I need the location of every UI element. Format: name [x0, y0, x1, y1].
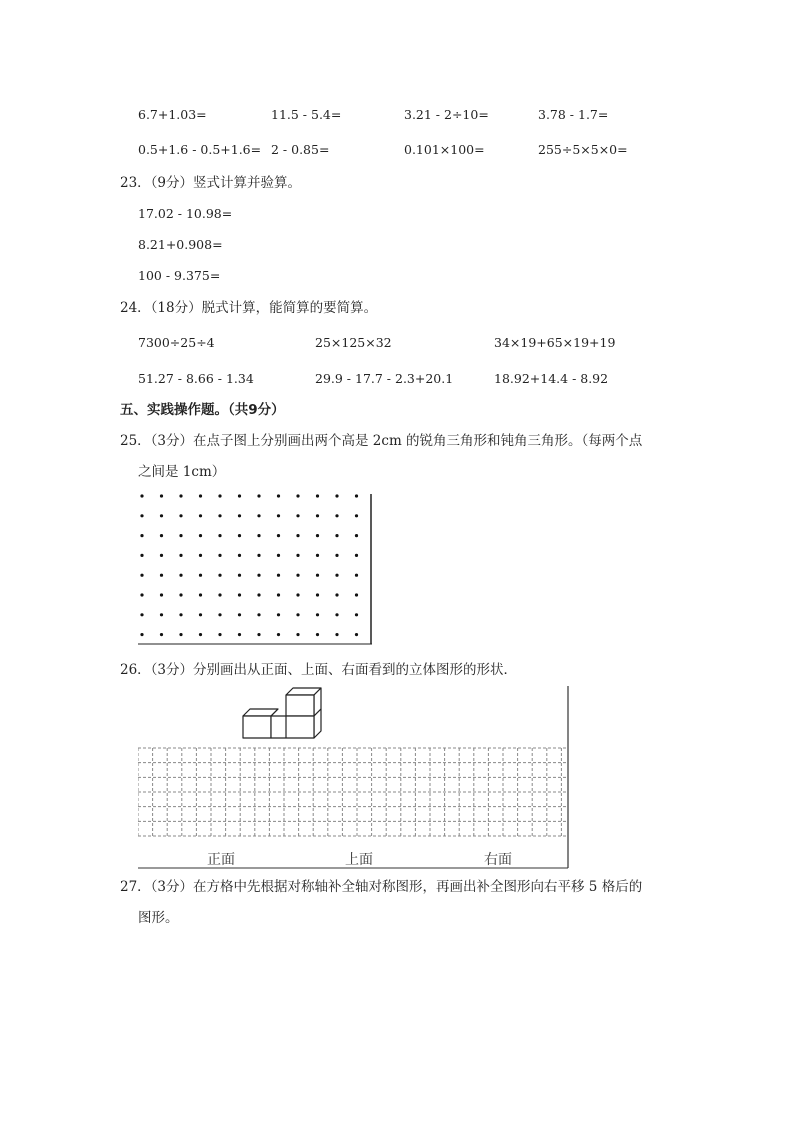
- grid-dot: [140, 574, 143, 577]
- grid-dot: [355, 534, 358, 537]
- grid-dot: [140, 554, 143, 557]
- q24-a-1: 7300÷25÷4: [138, 335, 215, 350]
- grid-dot: [335, 554, 338, 557]
- grid-dot: [277, 514, 280, 517]
- grid-dot: [238, 514, 241, 517]
- grid-dot: [140, 633, 143, 636]
- q23-item-2: 8.21+0.908=: [138, 237, 223, 252]
- grid-dot: [218, 534, 221, 537]
- grid-dot: [257, 554, 260, 557]
- grid-dot: [335, 633, 338, 636]
- grid-dot: [179, 534, 182, 537]
- label-front-view: 正面: [207, 852, 235, 868]
- grid-dot: [296, 593, 299, 596]
- calc-2-3: 0.101×100=: [404, 142, 485, 157]
- grid-dot: [355, 514, 358, 517]
- grid-dot: [160, 514, 163, 517]
- grid-dot: [218, 613, 221, 616]
- grid-dot: [199, 534, 202, 537]
- grid-dot: [277, 613, 280, 616]
- grid-dot: [277, 593, 280, 596]
- calc-2-4: 255÷5×5×0=: [538, 142, 628, 157]
- grid-dot: [140, 613, 143, 616]
- calc-1-1: 6.7+1.03=: [138, 107, 207, 122]
- grid-dot: [316, 593, 319, 596]
- grid-dot: [199, 514, 202, 517]
- grid-dot: [218, 633, 221, 636]
- label-top-view: 上面: [345, 852, 373, 868]
- grid-dot: [316, 613, 319, 616]
- grid-dot: [257, 593, 260, 596]
- grid-dot: [179, 593, 182, 596]
- grid-dot: [238, 534, 241, 537]
- section-5-heading: 五、实践操作题。（共9分）: [120, 402, 285, 418]
- grid-dot: [218, 574, 221, 577]
- grid-dot: [257, 494, 260, 497]
- grid-dot: [160, 633, 163, 636]
- grid-dot: [179, 514, 182, 517]
- grid-dot: [355, 593, 358, 596]
- grid-dot: [218, 554, 221, 557]
- grid-dot: [179, 494, 182, 497]
- grid-dot: [257, 613, 260, 616]
- q24-b-3: 18.92+14.4 - 8.92: [494, 371, 609, 386]
- grid-dot: [140, 593, 143, 596]
- grid-dot: [316, 534, 319, 537]
- grid-dot: [160, 593, 163, 596]
- grid-dot: [296, 633, 299, 636]
- grid-dot: [335, 613, 338, 616]
- grid-dot: [199, 554, 202, 557]
- label-right-view: 右面: [484, 852, 512, 868]
- calc-1-3: 3.21 - 2÷10=: [404, 107, 489, 122]
- grid-dot: [277, 534, 280, 537]
- grid-dot: [335, 534, 338, 537]
- grid-dot: [160, 554, 163, 557]
- grid-dot: [238, 554, 241, 557]
- q24-b-2: 29.9 - 17.7 - 2.3+20.1: [315, 371, 454, 386]
- grid-dot: [218, 494, 221, 497]
- q25-text-line2: 之间是 1cm）: [138, 464, 226, 480]
- grid-dot: [335, 514, 338, 517]
- grid-dot: [160, 574, 163, 577]
- grid-dot: [257, 514, 260, 517]
- q25-text-line1: 25．（3分）在点子图上分别画出两个高是 2cm 的锐角三角形和钝角三角形。（每两个点: [120, 433, 643, 449]
- grid-dot: [238, 494, 241, 497]
- grid-dot: [160, 534, 163, 537]
- grid-dot: [316, 514, 319, 517]
- cube-solid-figure: [243, 688, 321, 738]
- grid-dot: [316, 574, 319, 577]
- grid-dot: [316, 554, 319, 557]
- grid-dot: [296, 514, 299, 517]
- grid-dot: [257, 534, 260, 537]
- grid-dot: [199, 633, 202, 636]
- dot-grid[interactable]: [138, 490, 378, 650]
- grid-dot: [296, 554, 299, 557]
- grid-dot: [199, 494, 202, 497]
- grid-dot: [179, 613, 182, 616]
- grid-dot: [257, 574, 260, 577]
- q23-item-3: 100 - 9.375=: [138, 268, 221, 283]
- grid-dot: [355, 494, 358, 497]
- grid-dot: [218, 514, 221, 517]
- calc-1-4: 3.78 - 1.7=: [538, 107, 609, 122]
- grid-dot: [238, 613, 241, 616]
- grid-dot: [199, 574, 202, 577]
- grid-dot: [296, 613, 299, 616]
- calc-1-2: 11.5 - 5.4=: [271, 107, 342, 122]
- grid-dot: [160, 613, 163, 616]
- grid-dot: [296, 494, 299, 497]
- grid-dot: [316, 494, 319, 497]
- grid-dot: [199, 593, 202, 596]
- q23-item-1: 17.02 - 10.98=: [138, 206, 233, 221]
- grid-dot: [355, 554, 358, 557]
- q24-a-2: 25×125×32: [315, 335, 392, 350]
- grid-dot: [355, 633, 358, 636]
- q24-b-1: 51.27 - 8.66 - 1.34: [138, 371, 254, 386]
- q27-text-line1: 27．（3分）在方格中先根据对称轴补全轴对称图形，再画出补全图形向右平移 5 格后的: [120, 879, 643, 895]
- grid-dot: [179, 574, 182, 577]
- grid-dot: [296, 574, 299, 577]
- q24-a-3: 34×19+65×19+19: [494, 335, 616, 350]
- grid-dot: [140, 494, 143, 497]
- calc-2-1: 0.5+1.6 - 0.5+1.6=: [138, 142, 262, 157]
- grid-dot: [179, 554, 182, 557]
- grid-dot: [179, 633, 182, 636]
- grid-dot: [355, 574, 358, 577]
- q27-text-line2: 图形。: [138, 910, 179, 926]
- grid-dot: [199, 613, 202, 616]
- grid-dot: [238, 633, 241, 636]
- grid-dot: [335, 593, 338, 596]
- grid-dot: [238, 593, 241, 596]
- q23-title: 23．（9分）竖式计算并验算。: [120, 175, 302, 191]
- grid-dot: [277, 554, 280, 557]
- calc-2-2: 2 - 0.85=: [271, 142, 330, 157]
- q24-title: 24．（18分）脱式计算，能简算的要简算。: [120, 300, 378, 316]
- grid-dot: [257, 633, 260, 636]
- grid-dot: [140, 514, 143, 517]
- q26-title: 26．（3分）分别画出从正面、上面、右面看到的立体图形的形状．: [120, 662, 518, 678]
- grid-dot: [238, 574, 241, 577]
- grid-dot: [316, 633, 319, 636]
- grid-dot: [160, 494, 163, 497]
- grid-dot: [277, 574, 280, 577]
- grid-dot: [277, 494, 280, 497]
- q26-figure: [138, 686, 573, 872]
- grid-dot: [277, 633, 280, 636]
- grid-dot: [355, 613, 358, 616]
- grid-dot: [335, 574, 338, 577]
- grid-dot: [140, 534, 143, 537]
- dashed-drawing-grid[interactable]: [138, 748, 568, 836]
- grid-dot: [335, 494, 338, 497]
- grid-dot: [296, 534, 299, 537]
- grid-dot: [218, 593, 221, 596]
